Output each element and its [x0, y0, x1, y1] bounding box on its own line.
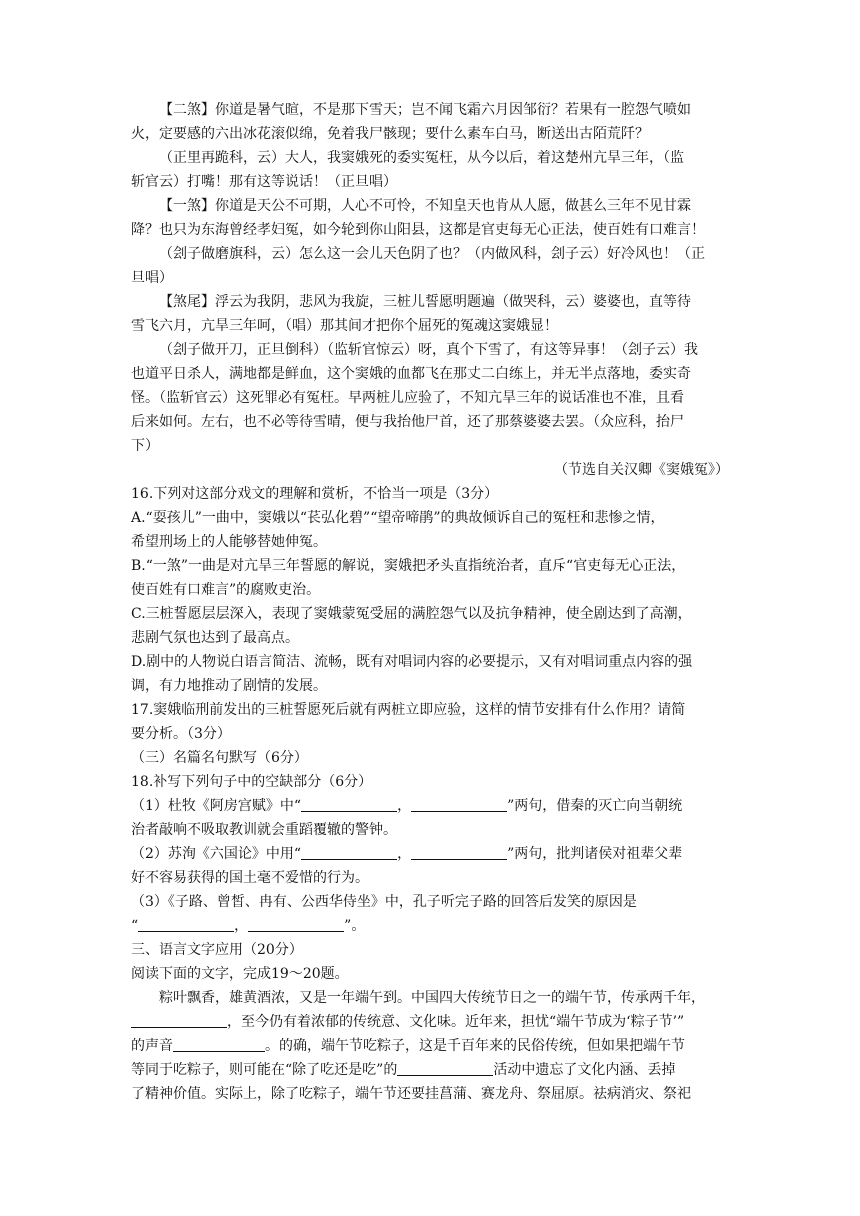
option-c: C.三桩誓愿层层深入，表现了窦娥蒙冤受屈的满腔怨气以及抗争精神，使全剧达到了高潮， [131, 606, 692, 622]
blank[interactable] [411, 845, 507, 860]
text-line: 下） [131, 438, 159, 454]
document-page [131, 98, 729, 1106]
section-heading: （三）名篇名句默写（6分） [131, 750, 308, 766]
text-line: 怪。（监斩官云）这死罪必有冤枉。早两桩儿应验了，不知亢旱三年的说话准也不准，且看 [131, 390, 684, 406]
text-line: 火，定要感的六出冰花滚似绵，免着我尸骸现；要什么素车白马，断送出古陌荒阡？ [131, 126, 649, 142]
blank[interactable] [173, 1037, 265, 1052]
text-line: 【一煞】你道是天公不可期，人心不可怜，不知皇天也肯从人愿，做甚么三年不见甘霖 [159, 198, 691, 214]
fill-line-2: （2）苏洵《六国论》中用“ ， ”两句，批判诸侯对祖辈父辈 [131, 846, 683, 862]
text-line: 【煞尾】浮云为我阴，悲风为我旋，三桩儿誓愿明题遍（做哭科，云）婆婆也，直等待 [159, 294, 691, 310]
question-18: 18.补写下列句子中的空缺部分（6分） [131, 774, 373, 790]
blank[interactable] [138, 917, 234, 932]
text-line: 希望刑场上的人能够替她伸冤。 [131, 534, 327, 550]
text-line: （3）《子路、曾皙、冉有、公西华侍坐》中，孔子听完子路的回答后发笑的原因是 [131, 894, 637, 910]
question-17: 17.窦娥临刑前发出的三桩誓愿死后就有两桩立即应验，这样的情节安排有什么作用？请简 [131, 702, 686, 718]
text-line: （正里再跪科，云）大人，我窦娥死的委实冤枉，从今以后，着这楚州亢旱三年，（监 [159, 150, 684, 166]
blank[interactable] [411, 797, 507, 812]
text-line: 斩官云）打嘴！那有这等说话！（正旦唱） [131, 174, 397, 190]
text-line: 调，有力地推动了剧情的发展。 [131, 678, 327, 694]
fill-line-1: （1）杜牧《阿房宫赋》中“ ， ”两句，借秦的灭亡向当朝统 [131, 798, 683, 814]
instruction: 阅读下面的文字，完成19～20题。 [131, 966, 349, 982]
source-note: （节选自关汉卿《窦娥冤》） [554, 462, 729, 478]
blank[interactable] [301, 845, 397, 860]
text-line: 粽叶飘香，雄黄酒浓，又是一年端午到。中国四大传统节日之一的端午节，传承两千年， [159, 990, 705, 1006]
fill-line-6: 等同于吃粽子，则可能在“除了吃还是吃”的 活动中遗忘了文化内涵、丢掉 [131, 1062, 676, 1078]
question-16: 16.下列对这部分戏文的理解和赏析，不恰当一项是（3分） [131, 486, 499, 502]
section-heading: 三、语言文字应用（20分） [131, 942, 303, 958]
fill-line-3: “ ， ”。 [131, 918, 366, 934]
option-b: B.“一煞”一曲是对亢旱三年誓愿的解说，窦娥把矛头直指统治者，直斥“官吏每无心正法， [131, 558, 686, 574]
text-line: （刽子做开刀，正旦倒科）（监斩官惊云）呀，真个下雪了，有这等异事！（刽子云）我 [159, 342, 698, 358]
text-line: 也道平日杀人，满地都是鲜血，这个窦娥的血都飞在那丈二白练上，并无半点落地，委实奇 [131, 366, 691, 382]
text-line: 降？也只为东海曾经孝妇冤，如今轮到你山阳县，这都是官吏每无心正法，使百姓有口难言！ [131, 222, 705, 238]
text-line: 【二煞】你道是暑气暄，不是那下雪天；岂不闻飞霜六月因邹衍？若果有一腔怨气喷如 [159, 102, 691, 118]
blank[interactable] [131, 1013, 227, 1028]
blank[interactable] [397, 1061, 493, 1076]
fill-line-5: 的声音 。的确，端午节吃粽子，这是千百年来的民俗传统，但如果把端午节 [131, 1038, 685, 1054]
text-line: 悲剧气氛也达到了最高点。 [131, 630, 299, 646]
option-d: D.剧中的人物说白语言简洁、流畅，既有对唱词内容的必要提示，又有对唱词重点内容的强 [131, 654, 693, 670]
text-line: 使百姓有口难言”的腐败吏治。 [131, 582, 321, 598]
fill-line-4: ，至今仍有着浓郁的传统意、文化味。近年来，担忧“端午节成为‘粽子节’” [131, 1010, 729, 1034]
text-line: 了精神价值。实际上，除了吃粽子，端午节还要挂菖蒲、赛龙舟、祭屈原。祛病消灾、祭祀 [131, 1086, 691, 1102]
text-line: 要分析。（3分） [131, 726, 231, 742]
blank[interactable] [301, 797, 397, 812]
text-line: 旦唱） [131, 270, 173, 286]
option-a: A.“耍孩儿”一曲中，窦娥以“苌弘化碧”“望帝啼鹃”的典故倾诉自己的冤枉和悲惨之情， [131, 510, 665, 526]
text-line: （刽子做磨旗科，云）怎么这一会儿天色阴了也？（内做风科，刽子云）好冷风也！（正 [159, 246, 705, 262]
text-line: 雪飞六月，亢旱三年呵，（唱）那其间才把你个屈死的冤魂这窦娥显！ [131, 318, 558, 334]
blank[interactable] [248, 917, 344, 932]
text-line: 好不容易获得的国土毫不爱惜的行为。 [131, 870, 369, 886]
text-line: 后来如何。左右，也不必等待雪晴，便与我抬他尸首，还了那蔡婆婆去罢。（众应科，抬尸 [131, 414, 684, 430]
text-line: 治者敲响不吸取教训就会重蹈覆辙的警钟。 [131, 822, 397, 838]
